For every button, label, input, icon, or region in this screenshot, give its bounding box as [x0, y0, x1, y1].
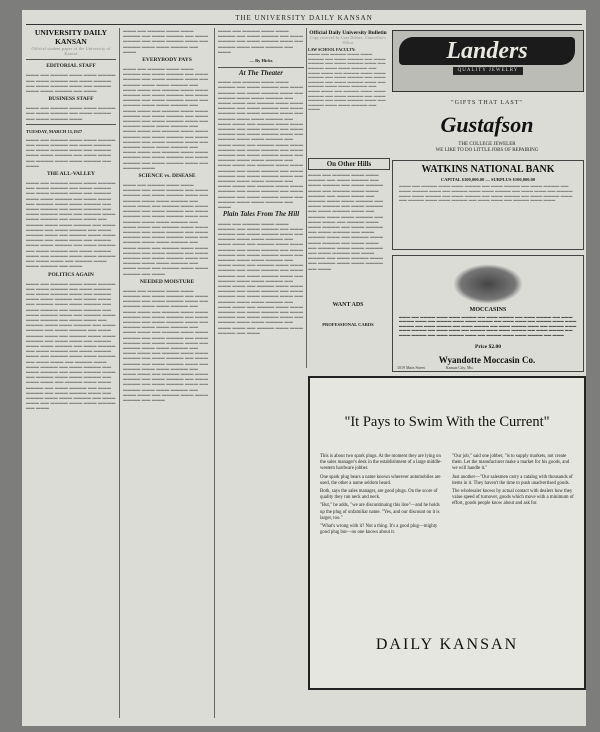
article-body: ▬▬▬ ▬▬ ▬▬▬▬ ▬▬▬ ▬▬▬ ▬▬▬▬ ▬▬ ▬▬▬ ▬▬▬▬ ▬▬ ▬▬▬ ▬▬▬▬ ▬▬ ▬▬▬ ▬▬▬▬ ▬▬▬ ▬▬ ▬▬▬▬ ▬▬▬ ▬▬▬ ▬▬▬▬ ▬▬ ▬▬▬ ▬▬▬ ▬▬ ▬▬▬▬ ▬▬▬ ▬▬▬ ▬▬▬▬ ▬▬ ▬▬▬ ▬▬▬▬ ▬▬ ▬▬▬ ▬▬▬▬ ▬▬ ▬▬▬ ▬▬▬▬ ▬▬▬ ▬▬ ▬▬▬▬ ▬▬▬ ▬▬▬ ▬▬▬▬ ▬▬ ▬▬▬ ▬▬▬ ▬▬ ▬▬▬▬ ▬▬▬ ▬▬▬ ▬▬▬▬ ▬▬ ▬▬▬ ▬▬▬▬ ▬▬ ▬▬▬ ▬▬▬▬ ▬▬ ▬▬▬ ▬▬▬▬ ▬▬▬ ▬▬ ▬▬▬▬ ▬▬▬ ▬▬▬ ▬▬▬▬ ▬▬ ▬▬▬ ▬▬▬ ▬▬ ▬▬▬▬ ▬▬▬ ▬▬▬ ▬▬▬▬ ▬▬ ▬▬▬ ▬▬▬▬ ▬▬ ▬▬▬ ▬▬▬▬ ▬▬ ▬▬▬ ▬▬▬▬ ▬▬▬ ▬▬ ▬▬▬▬ ▬▬▬ ▬▬▬ ▬▬▬▬ ▬▬ ▬▬▬ ▬▬▬ ▬▬ ▬▬▬▬ ▬▬▬ ▬▬▬ ▬▬▬▬ ▬▬ ▬▬▬ ▬▬▬▬ ▬▬ ▬▬▬ ▬▬▬▬ ▬▬ ▬▬▬ ▬▬▬▬ ▬▬▬ ▬▬ ▬▬▬▬ ▬▬▬ ▬▬▬ ▬▬▬▬ ▬▬ ▬▬▬ ▬▬▬ ▬▬ ▬▬▬▬ ▬▬▬ ▬▬▬ ▬▬▬▬ ▬▬ ▬▬▬	[123, 287, 209, 402]
swim-headline: "It Pays to Swim With the Current"	[344, 414, 550, 430]
column-rule	[119, 28, 120, 718]
article-body: ▬▬▬ ▬▬ ▬▬▬▬ ▬▬▬ ▬▬▬ ▬▬▬▬ ▬▬ ▬▬▬ ▬▬▬▬ ▬▬ ▬▬▬ ▬▬▬▬ ▬▬ ▬▬▬ ▬▬▬▬ ▬▬▬ ▬▬ ▬▬▬▬ ▬▬▬ ▬▬▬ ▬▬▬▬ ▬▬ ▬▬▬ ▬▬▬ ▬▬ ▬▬▬▬ ▬▬▬ ▬▬▬ ▬▬▬▬ ▬▬ ▬▬▬ ▬▬▬▬ ▬▬ ▬▬▬ ▬▬▬▬ ▬▬ ▬▬▬ ▬▬▬▬ ▬▬▬ ▬▬ ▬▬▬▬ ▬▬▬ ▬▬▬ ▬▬▬▬ ▬▬ ▬▬▬ ▬▬▬ ▬▬ ▬▬▬▬ ▬▬▬ ▬▬▬ ▬▬▬▬ ▬▬ ▬▬▬ ▬▬▬▬ ▬▬ ▬▬▬ ▬▬▬▬ ▬▬ ▬▬▬ ▬▬▬▬ ▬▬▬ ▬▬ ▬▬▬▬ ▬▬▬ ▬▬▬ ▬▬▬▬ ▬▬ ▬▬▬ ▬▬▬ ▬▬ ▬▬▬▬ ▬▬▬ ▬▬▬ ▬▬▬▬ ▬▬ ▬▬▬ ▬▬▬▬ ▬▬ ▬▬▬ ▬▬▬▬ ▬▬ ▬▬▬ ▬▬▬▬ ▬▬▬ ▬▬ ▬▬▬▬ ▬▬▬ ▬▬▬ ▬▬▬▬ ▬▬ ▬▬▬ ▬▬▬ ▬▬ ▬▬▬▬ ▬▬▬ ▬▬▬ ▬▬▬▬ ▬▬ ▬▬▬ ▬▬▬▬ ▬▬ ▬▬▬ ▬▬▬▬ ▬▬ ▬▬▬ ▬▬▬▬ ▬▬▬ ▬▬ ▬▬▬▬ ▬▬▬ ▬▬▬ ▬▬▬▬ ▬▬ ▬▬▬ ▬▬▬ ▬▬ ▬▬▬▬ ▬▬▬ ▬▬▬ ▬▬▬▬ ▬▬ ▬▬▬ ▬▬▬▬ ▬▬ ▬▬▬ ▬▬▬▬ ▬▬ ▬▬▬ ▬▬▬▬ ▬▬▬ ▬▬ ▬▬▬▬ ▬▬▬ ▬▬▬ ▬▬▬▬ ▬▬ ▬▬▬ ▬▬▬ ▬▬ ▬▬▬▬ ▬▬▬ ▬▬▬ ▬▬▬▬ ▬▬ ▬▬▬	[26, 280, 116, 411]
staff-list: ▬▬▬ ▬▬ ▬▬▬▬ ▬▬▬ ▬▬▬ ▬▬▬▬ ▬▬ ▬▬▬ ▬▬▬▬ ▬▬ ▬▬▬ ▬▬▬▬ ▬▬ ▬▬▬ ▬▬▬▬ ▬▬▬ ▬▬ ▬▬▬▬ ▬▬▬ ▬▬▬ ▬▬▬▬ ▬▬ ▬▬▬	[26, 72, 116, 94]
plain-tales-heading: Plain Tales From The Hill	[222, 210, 300, 219]
on-other-hills-heading: On Other Hills	[308, 158, 390, 170]
bulletin-title: Official Daily University Bulletin	[309, 30, 387, 36]
bulletin-subtitle: Copy received by Cora Dolbee, Chancellor's Office	[309, 36, 387, 45]
gustafson-subtitle: THE COLLEGE JEWELER	[458, 142, 516, 147]
issue-date: TUESDAY, MARCH 15,1927	[26, 128, 83, 134]
gifts-slogan: "GIFTS THAT LAST"	[451, 100, 523, 106]
byline: — By Hicks	[249, 58, 273, 64]
swim-right-column	[452, 454, 574, 510]
moccasin-address: 1019 Main Street Kansas City, Mo.	[397, 365, 474, 370]
paper-title: UNIVERSITY DAILY KANSAN	[34, 28, 108, 46]
article-body: ▬▬▬ ▬▬ ▬▬▬▬ ▬▬▬ ▬▬▬ ▬▬▬▬ ▬▬ ▬▬▬ ▬▬▬▬ ▬▬ ▬▬▬ ▬▬▬▬ ▬▬ ▬▬▬ ▬▬▬▬ ▬▬▬ ▬▬ ▬▬▬▬ ▬▬▬ ▬▬▬ ▬▬▬▬ ▬▬ ▬▬▬	[123, 28, 209, 54]
swim-paragraph: "But," he adds, "we are discontinuing this line"—and he holds up the plug of unfamiliar name. "Yes, and our discount on it is larger, too."	[320, 503, 440, 521]
divider	[26, 124, 116, 125]
other-hills-body: ▬▬▬ ▬▬ ▬▬▬▬ ▬▬▬ ▬▬▬ ▬▬▬▬ ▬▬ ▬▬▬ ▬▬▬▬ ▬▬ ▬▬▬ ▬▬▬▬ ▬▬ ▬▬▬ ▬▬▬▬ ▬▬▬ ▬▬ ▬▬▬▬ ▬▬▬ ▬▬▬ ▬▬▬▬ ▬▬ ▬▬▬ ▬▬▬ ▬▬ ▬▬▬▬ ▬▬▬ ▬▬▬ ▬▬▬▬ ▬▬ ▬▬▬ ▬▬▬▬ ▬▬ ▬▬▬ ▬▬▬▬ ▬▬ ▬▬▬ ▬▬▬▬ ▬▬▬ ▬▬ ▬▬▬▬ ▬▬▬ ▬▬▬ ▬▬▬▬ ▬▬ ▬▬▬ ▬▬▬ ▬▬ ▬▬▬▬ ▬▬▬ ▬▬▬ ▬▬▬▬ ▬▬ ▬▬▬ ▬▬▬▬ ▬▬ ▬▬▬ ▬▬▬▬ ▬▬ ▬▬▬ ▬▬▬▬ ▬▬▬ ▬▬ ▬▬▬▬ ▬▬▬ ▬▬▬ ▬▬▬▬ ▬▬ ▬▬▬ ▬▬▬ ▬▬ ▬▬▬▬ ▬▬▬ ▬▬▬ ▬▬▬▬ ▬▬ ▬▬▬ ▬▬▬▬ ▬▬ ▬▬▬ ▬▬▬▬ ▬▬ ▬▬▬ ▬▬▬▬ ▬▬▬ ▬▬ ▬▬▬▬ ▬▬▬ ▬▬▬ ▬▬▬▬ ▬▬ ▬▬▬	[308, 172, 384, 271]
gustafson-logo: Gustafson	[440, 112, 534, 137]
article-body: ▬▬▬ ▬▬ ▬▬▬▬ ▬▬▬ ▬▬▬ ▬▬▬▬ ▬▬ ▬▬▬ ▬▬▬▬ ▬▬ ▬▬▬ ▬▬▬▬ ▬▬ ▬▬▬ ▬▬▬▬ ▬▬▬ ▬▬ ▬▬▬▬ ▬▬▬ ▬▬▬ ▬▬▬▬ ▬▬ ▬▬▬ ▬▬▬ ▬▬ ▬▬▬▬ ▬▬▬ ▬▬▬ ▬▬▬▬ ▬▬ ▬▬▬ ▬▬▬▬ ▬▬ ▬▬▬ ▬▬▬▬ ▬▬ ▬▬▬ ▬▬▬▬ ▬▬▬ ▬▬ ▬▬▬▬ ▬▬▬ ▬▬▬ ▬▬▬▬ ▬▬ ▬▬▬ ▬▬▬ ▬▬ ▬▬▬▬ ▬▬▬ ▬▬▬ ▬▬▬▬ ▬▬ ▬▬▬ ▬▬▬▬ ▬▬ ▬▬▬ ▬▬▬▬ ▬▬ ▬▬▬ ▬▬▬▬ ▬▬▬ ▬▬ ▬▬▬▬ ▬▬▬ ▬▬▬ ▬▬▬▬ ▬▬ ▬▬▬ ▬▬▬ ▬▬ ▬▬▬▬ ▬▬▬ ▬▬▬ ▬▬▬▬ ▬▬ ▬▬▬ ▬▬▬▬ ▬▬ ▬▬▬ ▬▬▬▬ ▬▬ ▬▬▬ ▬▬▬▬ ▬▬▬ ▬▬ ▬▬▬▬ ▬▬▬ ▬▬▬ ▬▬▬▬ ▬▬ ▬▬▬ ▬▬▬ ▬▬ ▬▬▬▬ ▬▬▬ ▬▬▬ ▬▬▬▬ ▬▬ ▬▬▬ ▬▬▬▬ ▬▬ ▬▬▬ ▬▬▬▬ ▬▬ ▬▬▬ ▬▬▬▬ ▬▬▬ ▬▬ ▬▬▬▬ ▬▬▬	[123, 66, 209, 170]
bank-capital: CAPITAL $100,000.00 — SURPLUS $100,000.00	[440, 177, 536, 182]
moccasin-company: Wyandotte Moccasin Co.	[438, 355, 536, 365]
landers-tagline: QUALITY JEWELRY	[453, 67, 523, 75]
gustafson-ad	[392, 100, 582, 153]
swim-paragraph: "Our job," said one jobber, "is to supply markets, not create them. Let the manufacturer make a market for his goods, and we will handle it."	[452, 454, 570, 472]
official-bulletin	[308, 30, 388, 150]
editorial-staff-heading: EDITORIAL STAFF	[46, 63, 96, 70]
bulletin-notice-heading: LAW SCHOOL FACULTY:	[308, 47, 356, 53]
article-body: ▬▬▬ ▬▬ ▬▬▬▬ ▬▬▬ ▬▬▬ ▬▬▬▬ ▬▬ ▬▬▬ ▬▬▬▬ ▬▬ ▬▬▬ ▬▬▬▬ ▬▬ ▬▬▬ ▬▬▬▬ ▬▬▬ ▬▬ ▬▬▬▬ ▬▬▬ ▬▬▬ ▬▬▬▬ ▬▬ ▬▬▬ ▬▬▬ ▬▬ ▬▬▬▬ ▬▬▬ ▬▬▬ ▬▬▬▬ ▬▬ ▬▬▬ ▬▬▬▬ ▬▬ ▬▬▬ ▬▬▬▬ ▬▬ ▬▬▬ ▬▬▬▬ ▬▬▬ ▬▬ ▬▬▬▬ ▬▬▬ ▬▬▬ ▬▬▬▬ ▬▬ ▬▬▬ ▬▬▬ ▬▬ ▬▬▬▬ ▬▬▬ ▬▬▬ ▬▬▬▬ ▬▬ ▬▬▬ ▬▬▬▬ ▬▬ ▬▬▬ ▬▬▬▬ ▬▬ ▬▬▬ ▬▬▬▬ ▬▬▬ ▬▬ ▬▬▬▬ ▬▬▬ ▬▬▬ ▬▬▬▬ ▬▬ ▬▬▬ ▬▬▬ ▬▬ ▬▬▬▬ ▬▬▬ ▬▬▬ ▬▬▬▬ ▬▬ ▬▬▬ ▬▬▬▬ ▬▬ ▬▬▬ ▬▬▬▬ ▬▬ ▬▬▬ ▬▬▬▬ ▬▬▬ ▬▬ ▬▬▬▬ ▬▬▬ ▬▬▬ ▬▬▬▬ ▬▬ ▬▬▬ ▬▬▬ ▬▬ ▬▬▬▬ ▬▬▬ ▬▬▬ ▬▬▬▬ ▬▬ ▬▬▬	[123, 182, 209, 276]
watkins-bank-ad	[392, 160, 584, 250]
bulletin-body: ▬▬▬ ▬▬ ▬▬▬▬ ▬▬▬ ▬▬▬ ▬▬▬▬ ▬▬ ▬▬▬ ▬▬▬▬ ▬▬ ▬▬▬ ▬▬▬▬ ▬▬ ▬▬▬ ▬▬▬▬ ▬▬▬ ▬▬ ▬▬▬▬ ▬▬▬ ▬▬▬ ▬▬▬▬ ▬▬ ▬▬▬ ▬▬▬ ▬▬ ▬▬▬▬ ▬▬▬ ▬▬▬ ▬▬▬▬ ▬▬ ▬▬▬ ▬▬▬▬ ▬▬ ▬▬▬ ▬▬▬▬ ▬▬ ▬▬▬ ▬▬▬▬ ▬▬▬ ▬▬ ▬▬▬▬ ▬▬▬ ▬▬▬ ▬▬▬▬ ▬▬ ▬▬▬ ▬▬▬ ▬▬ ▬▬▬▬ ▬▬▬ ▬▬▬ ▬▬▬▬ ▬▬ ▬▬▬ ▬▬▬▬ ▬▬ ▬▬▬ ▬▬▬▬ ▬▬ ▬▬▬ ▬▬▬▬ ▬▬▬ ▬▬ ▬▬▬▬ ▬▬▬ ▬▬▬ ▬▬▬▬ ▬▬ ▬▬▬	[308, 52, 386, 112]
column-features	[218, 28, 304, 718]
moccasin-description: ▬▬▬ ▬▬ ▬▬▬▬ ▬▬▬ ▬▬▬ ▬▬▬▬ ▬▬ ▬▬▬ ▬▬▬▬ ▬▬ ▬▬▬ ▬▬▬▬ ▬▬ ▬▬▬ ▬▬▬▬ ▬▬▬ ▬▬ ▬▬▬▬ ▬▬▬ ▬▬▬ ▬▬▬▬ ▬▬ ▬▬▬ ▬▬▬ ▬▬ ▬▬▬▬ ▬▬▬ ▬▬▬ ▬▬▬▬ ▬▬ ▬▬▬ ▬▬▬▬ ▬▬ ▬▬▬ ▬▬▬▬ ▬▬ ▬▬▬ ▬▬▬▬ ▬▬▬ ▬▬ ▬▬▬▬ ▬▬▬ ▬▬▬ ▬▬▬▬ ▬▬ ▬▬▬ ▬▬▬ ▬▬ ▬▬▬▬ ▬▬▬ ▬▬▬ ▬▬▬▬ ▬▬ ▬▬▬ ▬▬▬▬ ▬▬ ▬▬▬ ▬▬▬▬ ▬▬ ▬▬▬ ▬▬▬▬ ▬▬▬ ▬▬ ▬▬▬▬ ▬▬▬ ▬▬▬ ▬▬▬▬ ▬▬ ▬▬▬	[399, 315, 577, 337]
science-disease-heading: SCIENCE vs. DISEASE	[138, 173, 196, 180]
newspaper-page	[22, 10, 586, 726]
column-editorial	[26, 28, 116, 718]
paper-subtitle: Official student paper of the University of Kansas	[31, 46, 111, 57]
gustafson-repair-note: WE LIKE TO DO LITTLE JOBS OF REPAIRING	[435, 148, 539, 153]
masthead: THE UNIVERSITY DAILY KANSAN	[235, 14, 373, 22]
bank-officers: ▬▬▬ ▬▬ ▬▬▬▬ ▬▬▬ ▬▬▬ ▬▬▬▬ ▬▬ ▬▬▬ ▬▬▬▬ ▬▬ ▬▬▬ ▬▬▬▬ ▬▬ ▬▬▬ ▬▬▬▬ ▬▬▬ ▬▬ ▬▬▬▬ ▬▬▬ ▬▬▬ ▬▬▬▬ ▬▬ ▬▬▬ ▬▬▬ ▬▬ ▬▬▬▬ ▬▬▬ ▬▬▬ ▬▬▬▬ ▬▬ ▬▬▬ ▬▬▬▬ ▬▬ ▬▬▬ ▬▬▬▬ ▬▬ ▬▬▬ ▬▬▬▬ ▬▬▬ ▬▬ ▬▬▬▬ ▬▬▬ ▬▬▬ ▬▬▬▬ ▬▬ ▬▬▬ ▬▬▬ ▬▬ ▬▬▬▬ ▬▬▬ ▬▬▬	[399, 184, 573, 203]
article-body: ▬▬▬ ▬▬ ▬▬▬▬ ▬▬▬ ▬▬▬ ▬▬▬▬ ▬▬ ▬▬▬ ▬▬▬▬ ▬▬ ▬▬▬ ▬▬▬▬ ▬▬ ▬▬▬ ▬▬▬▬ ▬▬▬ ▬▬ ▬▬▬▬ ▬▬▬ ▬▬▬ ▬▬▬▬ ▬▬ ▬▬▬	[218, 28, 304, 54]
moccasin-title: MOCCASINS	[469, 307, 507, 313]
masthead-rule	[26, 24, 582, 25]
swim-with-current-ad	[308, 376, 586, 690]
all-valley-heading: THE ALL-VALLEY	[46, 171, 96, 178]
professional-cards-heading: PROFESSIONAL CARDS	[322, 322, 374, 327]
theater-heading: At The Theater	[239, 69, 283, 78]
article-body: ▬▬▬ ▬▬ ▬▬▬▬ ▬▬▬ ▬▬▬ ▬▬▬▬ ▬▬ ▬▬▬ ▬▬▬▬ ▬▬ ▬▬▬ ▬▬▬▬ ▬▬ ▬▬▬ ▬▬▬▬ ▬▬▬ ▬▬ ▬▬▬▬ ▬▬▬ ▬▬▬ ▬▬▬▬ ▬▬ ▬▬▬ ▬▬▬ ▬▬ ▬▬▬▬ ▬▬▬ ▬▬▬ ▬▬▬▬ ▬▬ ▬▬▬ ▬▬▬▬ ▬▬ ▬▬▬ ▬▬▬▬ ▬▬ ▬▬▬ ▬▬▬▬ ▬▬▬ ▬▬ ▬▬▬▬ ▬▬▬ ▬▬▬ ▬▬▬▬ ▬▬ ▬▬▬ ▬▬▬ ▬▬ ▬▬▬▬ ▬▬▬ ▬▬▬ ▬▬▬▬ ▬▬ ▬▬▬ ▬▬▬▬ ▬▬ ▬▬▬ ▬▬▬▬ ▬▬ ▬▬▬ ▬▬▬▬ ▬▬▬ ▬▬ ▬▬▬▬ ▬▬▬ ▬▬▬ ▬▬▬▬ ▬▬ ▬▬▬ ▬▬▬ ▬▬ ▬▬▬▬ ▬▬▬ ▬▬▬ ▬▬▬▬ ▬▬ ▬▬▬ ▬▬▬▬ ▬▬ ▬▬▬ ▬▬▬▬ ▬▬ ▬▬▬ ▬▬▬▬ ▬▬▬ ▬▬ ▬▬▬▬ ▬▬▬ ▬▬▬ ▬▬▬▬ ▬▬ ▬▬▬ ▬▬▬ ▬▬ ▬▬▬▬ ▬▬▬ ▬▬▬ ▬▬▬▬ ▬▬ ▬▬▬	[26, 180, 116, 269]
moccasin-illustration	[453, 264, 523, 304]
swim-paragraph: "What's wrong with it? Not a thing. It's a good plug—mighty good plug but—no one knows about it.	[320, 524, 438, 536]
divider	[26, 59, 116, 60]
business-staff-heading: BUSINESS STAFF	[48, 96, 94, 103]
swim-paragraph: One spark plug bears a name known wherever automobiles are used, the other a name seldom heard.	[320, 474, 441, 486]
landers-logo: Landers	[399, 37, 575, 65]
moccasin-price: Price $2.00	[475, 344, 501, 350]
column-rule	[306, 28, 307, 368]
swim-paragraph: Both, says the sales manager, are good plugs. On the score of quality they run neck and neck.	[320, 489, 438, 501]
column-editorials	[123, 28, 211, 718]
swim-left-column	[320, 454, 442, 538]
column-rule	[214, 28, 215, 718]
moccasin-ad	[392, 255, 584, 372]
needed-moisture-heading: NEEDED MOISTURE	[139, 278, 195, 285]
divider	[218, 67, 304, 68]
everybody-pays-heading: EVERYBODY PAYS	[142, 57, 192, 64]
daily-kansan-signature: DAILY KANSAN	[375, 636, 519, 653]
swim-paragraph: The wholesaler knows by actual contact with dealers how they value speed of turnover, goods which move with a minimum of effort, goods people know about and ask for.	[452, 489, 574, 507]
staff-list: ▬▬▬ ▬▬ ▬▬▬▬ ▬▬▬ ▬▬▬ ▬▬▬▬ ▬▬ ▬▬▬ ▬▬▬▬ ▬▬ ▬▬▬ ▬▬▬▬ ▬▬ ▬▬▬ ▬▬▬▬ ▬▬▬	[26, 105, 116, 121]
article-body: ▬▬▬ ▬▬ ▬▬▬▬ ▬▬▬ ▬▬▬ ▬▬▬▬ ▬▬ ▬▬▬ ▬▬▬▬ ▬▬ ▬▬▬ ▬▬▬▬ ▬▬ ▬▬▬ ▬▬▬▬ ▬▬▬ ▬▬ ▬▬▬▬ ▬▬▬ ▬▬▬ ▬▬▬▬ ▬▬ ▬▬▬ ▬▬▬ ▬▬ ▬▬▬▬ ▬▬▬ ▬▬▬ ▬▬▬▬ ▬▬ ▬▬▬ ▬▬▬▬ ▬▬ ▬▬▬ ▬▬▬▬ ▬▬ ▬▬▬ ▬▬▬▬ ▬▬▬ ▬▬ ▬▬▬▬ ▬▬▬ ▬▬▬ ▬▬▬▬ ▬▬ ▬▬▬ ▬▬▬ ▬▬ ▬▬▬▬ ▬▬▬ ▬▬▬ ▬▬▬▬ ▬▬ ▬▬▬ ▬▬▬▬ ▬▬ ▬▬▬ ▬▬▬▬ ▬▬ ▬▬▬ ▬▬▬▬ ▬▬▬ ▬▬ ▬▬▬▬ ▬▬▬ ▬▬▬ ▬▬▬▬ ▬▬ ▬▬▬ ▬▬▬ ▬▬ ▬▬▬▬ ▬▬▬ ▬▬▬ ▬▬▬▬ ▬▬ ▬▬▬ ▬▬▬▬ ▬▬ ▬▬▬ ▬▬▬▬ ▬▬ ▬▬▬ ▬▬▬▬ ▬▬▬ ▬▬ ▬▬▬▬ ▬▬▬ ▬▬▬ ▬▬▬▬ ▬▬ ▬▬▬ ▬▬▬ ▬▬ ▬▬▬▬ ▬▬▬ ▬▬▬ ▬▬▬▬ ▬▬ ▬▬▬ ▬▬▬▬ ▬▬ ▬▬▬ ▬▬▬▬ ▬▬ ▬▬▬ ▬▬▬▬ ▬▬▬ ▬▬ ▬▬▬▬ ▬▬▬ ▬▬▬ ▬▬▬▬ ▬▬ ▬▬▬ ▬▬▬ ▬▬ ▬▬▬▬ ▬▬▬ ▬▬▬ ▬▬▬▬ ▬▬ ▬▬▬ ▬▬▬▬ ▬▬ ▬▬▬ ▬▬▬▬ ▬▬ ▬▬▬ ▬▬▬▬ ▬▬▬ ▬▬ ▬▬▬▬ ▬▬▬ ▬▬▬ ▬▬▬▬ ▬▬ ▬▬▬	[218, 79, 304, 210]
want-ads-heading: WANT ADS	[332, 302, 364, 308]
article-body: ▬▬▬ ▬▬ ▬▬▬▬ ▬▬▬ ▬▬▬ ▬▬▬▬ ▬▬ ▬▬▬ ▬▬▬▬ ▬▬ ▬▬▬ ▬▬▬▬ ▬▬ ▬▬▬ ▬▬▬▬ ▬▬▬ ▬▬ ▬▬▬▬ ▬▬▬ ▬▬▬ ▬▬▬▬ ▬▬ ▬▬▬ ▬▬▬ ▬▬ ▬▬▬▬ ▬▬▬ ▬▬▬ ▬▬▬▬ ▬▬ ▬▬▬ ▬▬▬▬ ▬▬ ▬▬▬ ▬▬▬▬ ▬▬ ▬▬▬ ▬▬▬▬ ▬▬▬ ▬▬ ▬▬▬▬ ▬▬▬ ▬▬▬ ▬▬▬▬ ▬▬ ▬▬▬ ▬▬▬ ▬▬ ▬▬▬▬ ▬▬▬ ▬▬▬ ▬▬▬▬ ▬▬ ▬▬▬ ▬▬▬▬ ▬▬ ▬▬▬ ▬▬▬▬ ▬▬ ▬▬▬ ▬▬▬▬ ▬▬▬ ▬▬ ▬▬▬▬ ▬▬▬ ▬▬▬ ▬▬▬▬ ▬▬ ▬▬▬ ▬▬▬ ▬▬ ▬▬▬▬ ▬▬▬ ▬▬▬ ▬▬▬▬ ▬▬ ▬▬▬ ▬▬▬▬ ▬▬ ▬▬▬ ▬▬▬▬ ▬▬ ▬▬▬ ▬▬▬▬ ▬▬▬ ▬▬ ▬▬▬▬ ▬▬▬ ▬▬▬ ▬▬▬▬ ▬▬ ▬▬▬ ▬▬▬ ▬▬ ▬▬▬▬ ▬▬▬ ▬▬▬ ▬▬▬▬ ▬▬ ▬▬▬ ▬▬▬▬ ▬▬ ▬▬▬ ▬▬▬▬ ▬▬ ▬▬▬ ▬▬▬▬ ▬▬▬ ▬▬ ▬▬▬▬ ▬▬▬ ▬▬▬ ▬▬▬▬ ▬▬ ▬▬▬ ▬▬▬ ▬▬ ▬▬▬▬ ▬▬▬ ▬▬▬ ▬▬▬▬ ▬▬ ▬▬▬	[218, 220, 304, 335]
politics-again-heading: POLITICS AGAIN	[48, 271, 94, 278]
swim-paragraph: This is about two spark plugs. At the moment they are lying on the sales manager's desk in the establishment of a large middle-western hardware jobber.	[320, 454, 442, 472]
swim-paragraph: Just another—"Our salesmen carry a catalog with thousands of items in it. They haven't the time to push unadvertised goods.	[452, 474, 573, 486]
editorial-body: ▬▬▬ ▬▬ ▬▬▬▬ ▬▬▬ ▬▬▬ ▬▬▬▬ ▬▬ ▬▬▬ ▬▬▬▬ ▬▬ ▬▬▬ ▬▬▬▬ ▬▬ ▬▬▬ ▬▬▬▬ ▬▬▬ ▬▬ ▬▬▬▬ ▬▬▬ ▬▬▬ ▬▬▬▬ ▬▬ ▬▬▬ ▬▬▬ ▬▬ ▬▬▬▬ ▬▬▬ ▬▬▬ ▬▬▬▬ ▬▬ ▬▬▬	[26, 136, 116, 168]
bank-name: WATKINS NATIONAL BANK	[421, 164, 555, 175]
landers-jewelry-ad	[392, 30, 584, 92]
